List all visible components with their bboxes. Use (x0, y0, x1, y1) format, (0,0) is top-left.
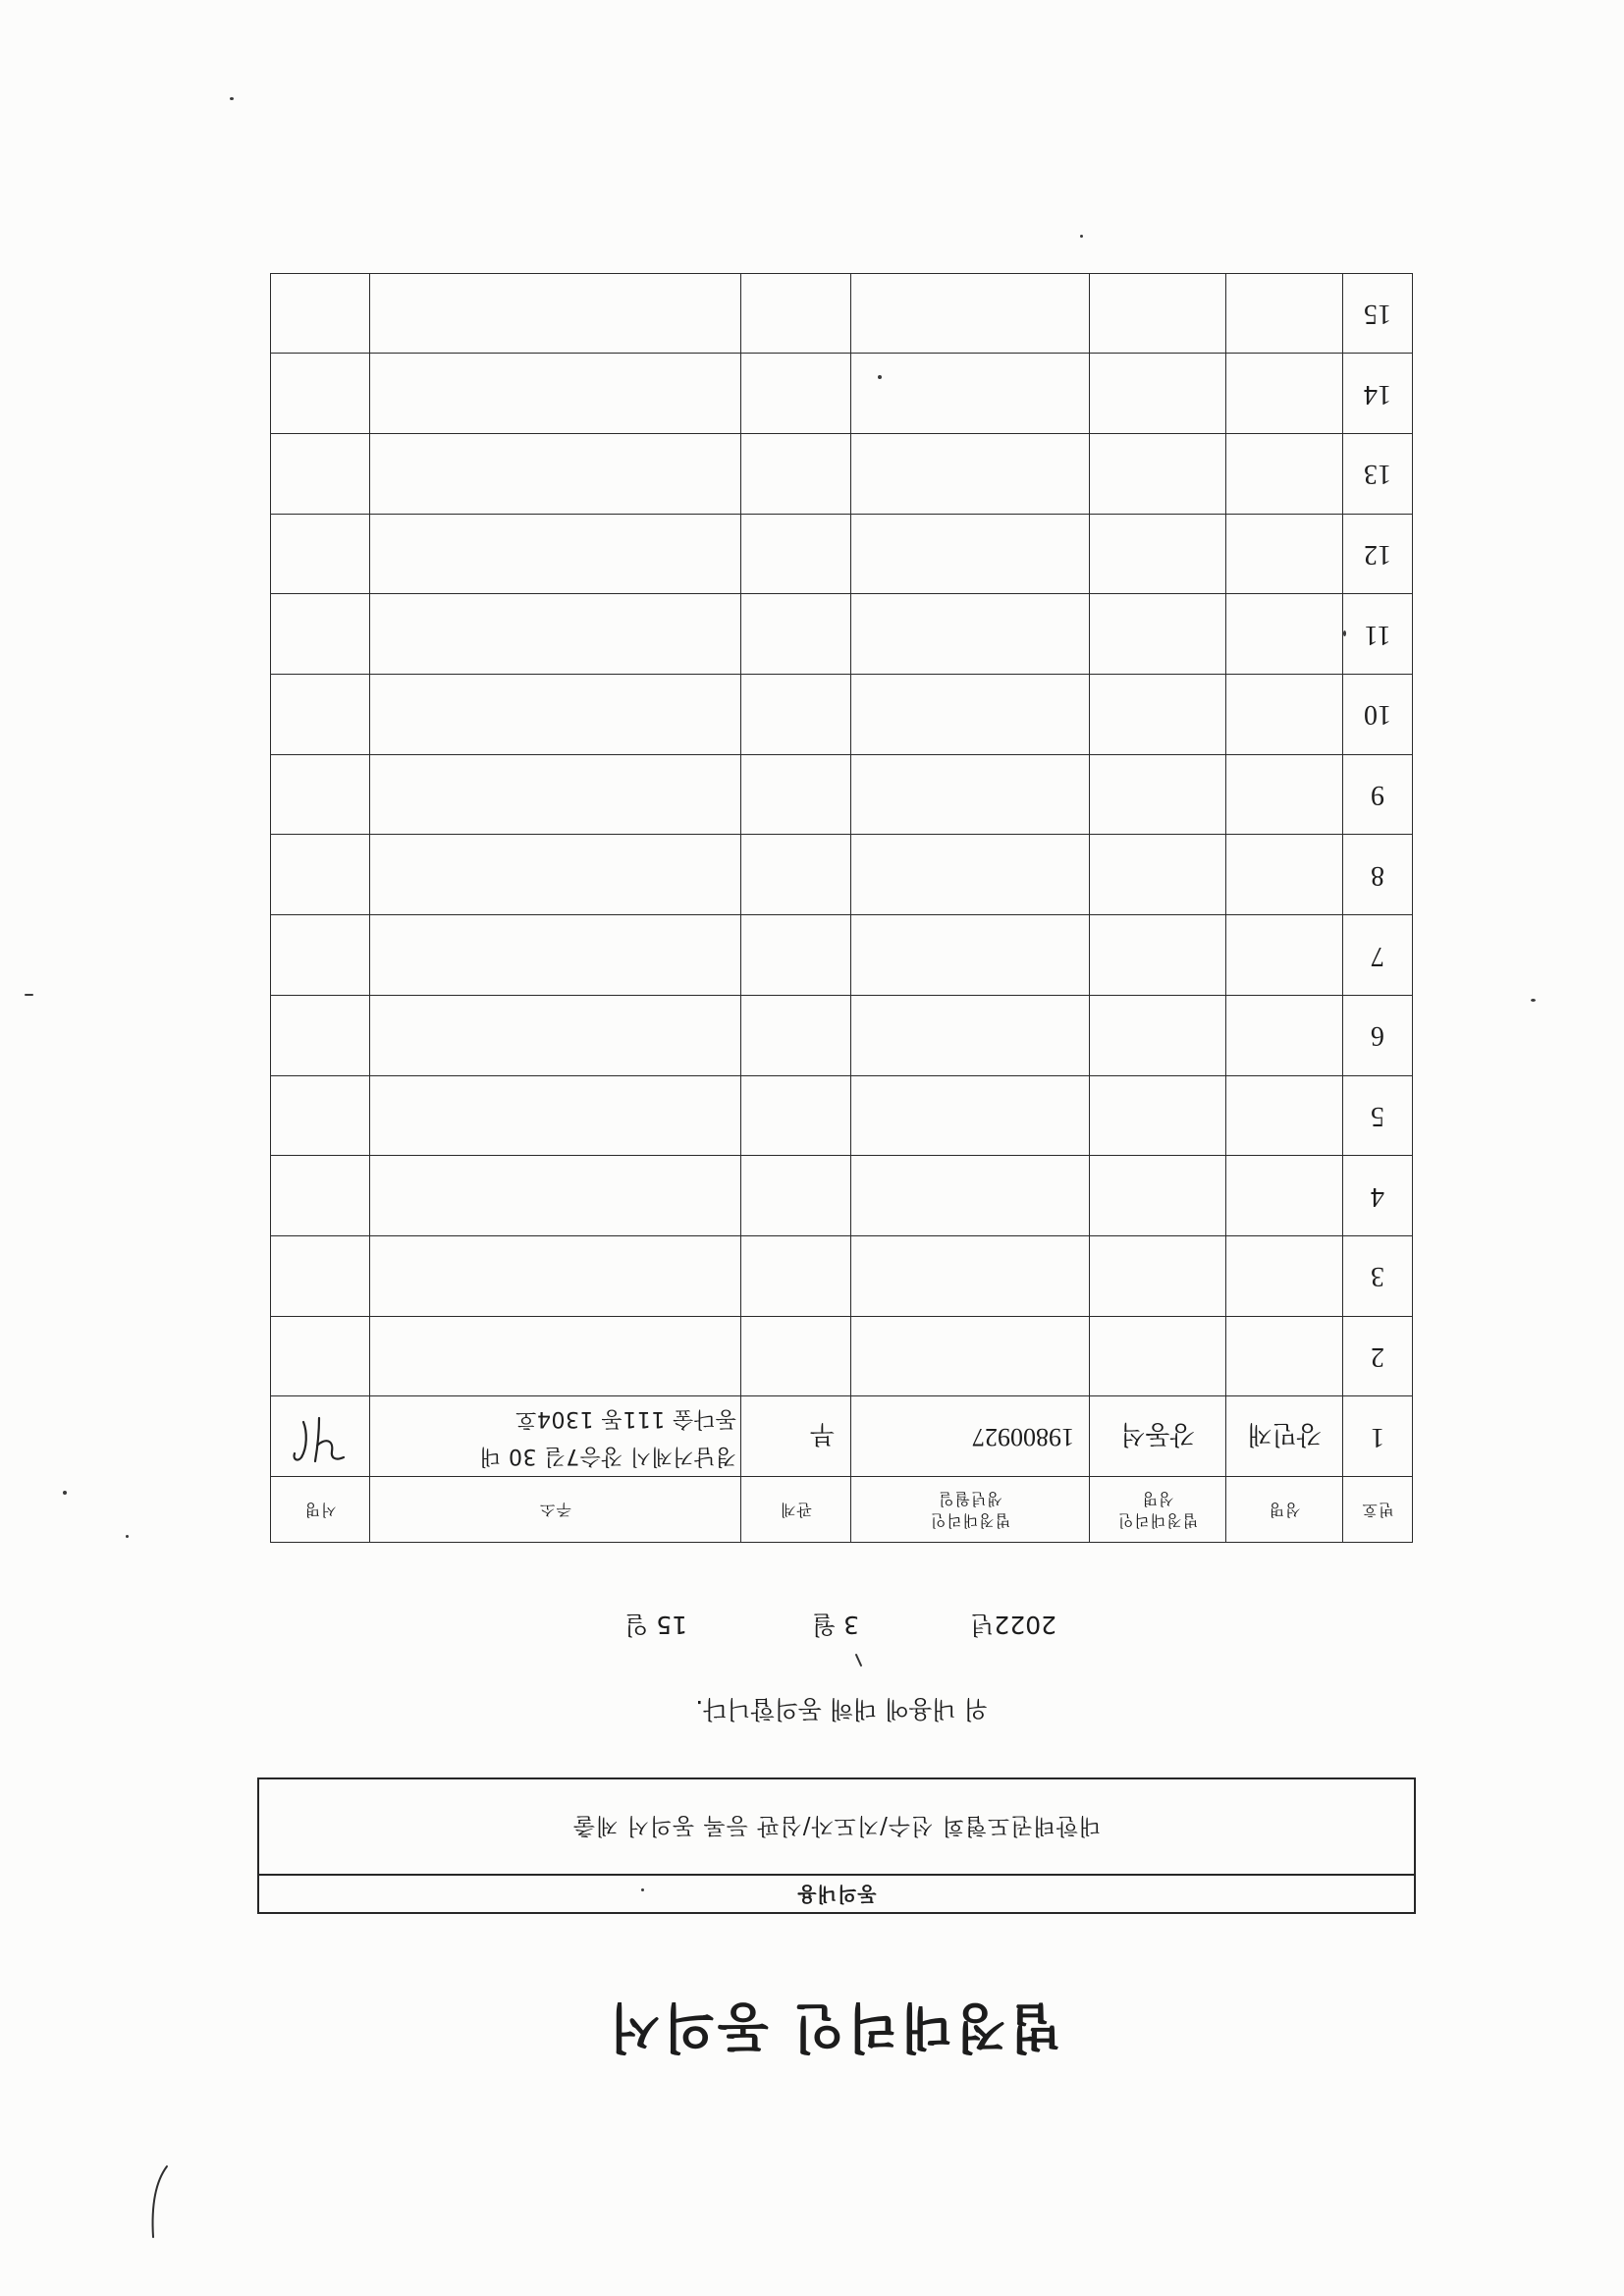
header-label: 관계 (780, 1501, 812, 1519)
cell-number: 4 (1343, 1156, 1413, 1236)
cell-representative-name (1090, 354, 1226, 434)
cell-number: 5 (1343, 1075, 1413, 1156)
cell-signature (271, 1156, 370, 1236)
cell-relation (741, 915, 851, 996)
scan-speck (25, 994, 33, 996)
header-signature (271, 1477, 370, 1543)
table-row (271, 995, 1413, 1075)
table-body (271, 273, 1413, 1476)
cell-signature (271, 594, 370, 675)
table-row (271, 1235, 1413, 1316)
cell-signature (271, 354, 370, 434)
cell-number: 14 (1343, 354, 1413, 434)
cell-number: 6 (1343, 995, 1413, 1075)
cell-signature (271, 1235, 370, 1316)
cell-relation: 부 (741, 1396, 851, 1477)
signature-mark (288, 1412, 352, 1467)
header-label: 서명 (303, 1501, 337, 1519)
cell-name (1226, 915, 1343, 996)
stray-pen-stroke (147, 2162, 171, 2241)
cell-representative-name (1090, 514, 1226, 594)
header-number (1343, 1477, 1413, 1543)
table-row (271, 1156, 1413, 1236)
cell-address (370, 835, 741, 915)
cell-representative-birthdate (851, 1235, 1090, 1316)
cell-address (370, 434, 741, 515)
consent-statement: 위 내용에 대해 동의합니다. (695, 1695, 988, 1723)
cell-signature (271, 1396, 370, 1477)
date-year: 2022년 (970, 1611, 1056, 1639)
cell-name (1226, 1235, 1343, 1316)
cell-representative-name (1090, 754, 1226, 835)
scan-speck (1080, 235, 1083, 238)
cell-name (1226, 434, 1343, 515)
table-row (271, 1396, 1413, 1477)
cell-address (370, 273, 741, 354)
cell-representative-name (1090, 434, 1226, 515)
cell-address (370, 594, 741, 675)
header-address (370, 1477, 741, 1543)
cell-relation (741, 514, 851, 594)
cell-relation (741, 273, 851, 354)
representative-table (270, 273, 1413, 1543)
cell-signature (271, 514, 370, 594)
cell-signature (271, 754, 370, 835)
cell-number: 8 (1343, 835, 1413, 915)
cell-name (1226, 1156, 1343, 1236)
cell-relation (741, 675, 851, 755)
cell-representative-name (1090, 594, 1226, 675)
cell-address (370, 915, 741, 996)
table-row (271, 273, 1413, 354)
cell-representative-name (1090, 273, 1226, 354)
scan-speck (126, 1535, 129, 1538)
cell-relation (741, 754, 851, 835)
cell-name (1226, 835, 1343, 915)
cell-relation (741, 1156, 851, 1236)
cell-number: 3 (1343, 1235, 1413, 1316)
cell-representative-name (1090, 915, 1226, 996)
header-name (1226, 1477, 1343, 1543)
table-row (271, 594, 1413, 675)
cell-representative-birthdate (851, 1075, 1090, 1156)
scan-speck (641, 1888, 644, 1891)
cell-representative-birthdate (851, 675, 1090, 755)
cell-signature (271, 835, 370, 915)
cell-signature (271, 434, 370, 515)
cell-signature (271, 1316, 370, 1396)
cell-relation (741, 1075, 851, 1156)
cell-name (1226, 354, 1343, 434)
cell-representative-birthdate (851, 354, 1090, 434)
cell-address (370, 1396, 741, 1477)
header-label: 성명 (1141, 1490, 1174, 1508)
scan-speck (230, 97, 234, 100)
cell-representative-name (1090, 675, 1226, 755)
consent-box (257, 1777, 1416, 1914)
cell-representative-birthdate (851, 514, 1090, 594)
cell-relation (741, 1235, 851, 1316)
scan-speck (878, 375, 882, 379)
cell-representative-name (1090, 1316, 1226, 1396)
address-line: 동다숲 111동 1304호 (514, 1405, 736, 1431)
cell-signature (271, 1075, 370, 1156)
cell-address (370, 1235, 741, 1316)
cell-number: 11 (1343, 594, 1413, 675)
cell-representative-name: 강동석 (1090, 1396, 1226, 1477)
cell-number: 9 (1343, 754, 1413, 835)
cell-representative-birthdate (851, 915, 1090, 996)
table-header-row (271, 1477, 1413, 1543)
header-label: 법정대리인 (929, 1511, 1011, 1530)
cell-name (1226, 273, 1343, 354)
cell-representative-birthdate (851, 835, 1090, 915)
cell-representative-birthdate (851, 754, 1090, 835)
cell-number: 13 (1343, 434, 1413, 515)
cell-address (370, 354, 741, 434)
signature-stroke (315, 1418, 344, 1461)
cell-signature (271, 915, 370, 996)
date-day: 15 일 (624, 1611, 687, 1639)
cell-name (1226, 514, 1343, 594)
header-relation (741, 1477, 851, 1543)
header-label: 번호 (1361, 1501, 1394, 1519)
consent-box-header: 동의내용 (259, 1874, 1414, 1912)
cell-relation (741, 835, 851, 915)
cell-representative-name (1090, 995, 1226, 1075)
cell-relation (741, 594, 851, 675)
cell-number: 7 (1343, 915, 1413, 996)
cell-signature (271, 273, 370, 354)
cell-representative-name (1090, 1075, 1226, 1156)
address-line: 경남거제시 장승7길 30 대 (479, 1443, 736, 1468)
cell-representative-birthdate (851, 594, 1090, 675)
scan-speck (63, 1491, 67, 1495)
cell-representative-birthdate (851, 273, 1090, 354)
cell-representative-name (1090, 1156, 1226, 1236)
table-row (271, 675, 1413, 755)
table-head (271, 1477, 1413, 1543)
header-representative-birthdate (851, 1477, 1090, 1543)
cell-name (1226, 1075, 1343, 1156)
table-row (271, 915, 1413, 996)
cell-name (1226, 594, 1343, 675)
date-month: 3 월 (811, 1611, 859, 1639)
cell-number: 15 (1343, 273, 1413, 354)
cell-representative-birthdate (851, 1156, 1090, 1236)
table-row (271, 835, 1413, 915)
cell-signature (271, 675, 370, 755)
cell-relation (741, 1316, 851, 1396)
cell-signature (271, 995, 370, 1075)
signature-stroke (295, 1422, 306, 1460)
cell-representative-birthdate: 19800927 (851, 1396, 1090, 1477)
scan-speck (1531, 999, 1536, 1002)
table-row (271, 754, 1413, 835)
cell-address (370, 675, 741, 755)
cell-representative-birthdate (851, 995, 1090, 1075)
cell-number: 1 (1343, 1396, 1413, 1477)
consent-box-content: 대한태권도협회 선수/지도자/심판 등록 동의서 제출 (571, 1813, 1102, 1838)
cell-address (370, 1075, 741, 1156)
table-row (271, 1075, 1413, 1156)
cell-name: 강민재 (1226, 1396, 1343, 1477)
scan-speck (1343, 630, 1346, 636)
cell-relation (741, 995, 851, 1075)
cell-number: 2 (1343, 1316, 1413, 1396)
cell-number: 12 (1343, 514, 1413, 594)
table-row (271, 514, 1413, 594)
cell-address (370, 1316, 741, 1396)
table-row (271, 434, 1413, 515)
cell-address (370, 1156, 741, 1236)
cell-name (1226, 754, 1343, 835)
header-label: 생년월일 (938, 1490, 1002, 1508)
header-label: 주소 (539, 1501, 571, 1519)
table-row (271, 354, 1413, 434)
header-label: 성명 (1268, 1501, 1301, 1519)
cell-representative-birthdate (851, 434, 1090, 515)
cell-name (1226, 1316, 1343, 1396)
cell-representative-birthdate (851, 1316, 1090, 1396)
cell-number: 10 (1343, 675, 1413, 755)
header-label: 법정대리인 (1116, 1511, 1199, 1530)
document-title: 법정대리인 동의서 (606, 1996, 1061, 2058)
cell-relation (741, 434, 851, 515)
cell-name (1226, 995, 1343, 1075)
header-representative-name (1090, 1477, 1226, 1543)
cell-address (370, 995, 741, 1075)
cell-representative-name (1090, 835, 1226, 915)
cell-relation (741, 354, 851, 434)
pen-tick-mark (852, 1652, 864, 1667)
cell-name (1226, 675, 1343, 755)
cell-representative-name (1090, 1235, 1226, 1316)
cell-address (370, 514, 741, 594)
cell-address (370, 754, 741, 835)
table-row (271, 1316, 1413, 1396)
